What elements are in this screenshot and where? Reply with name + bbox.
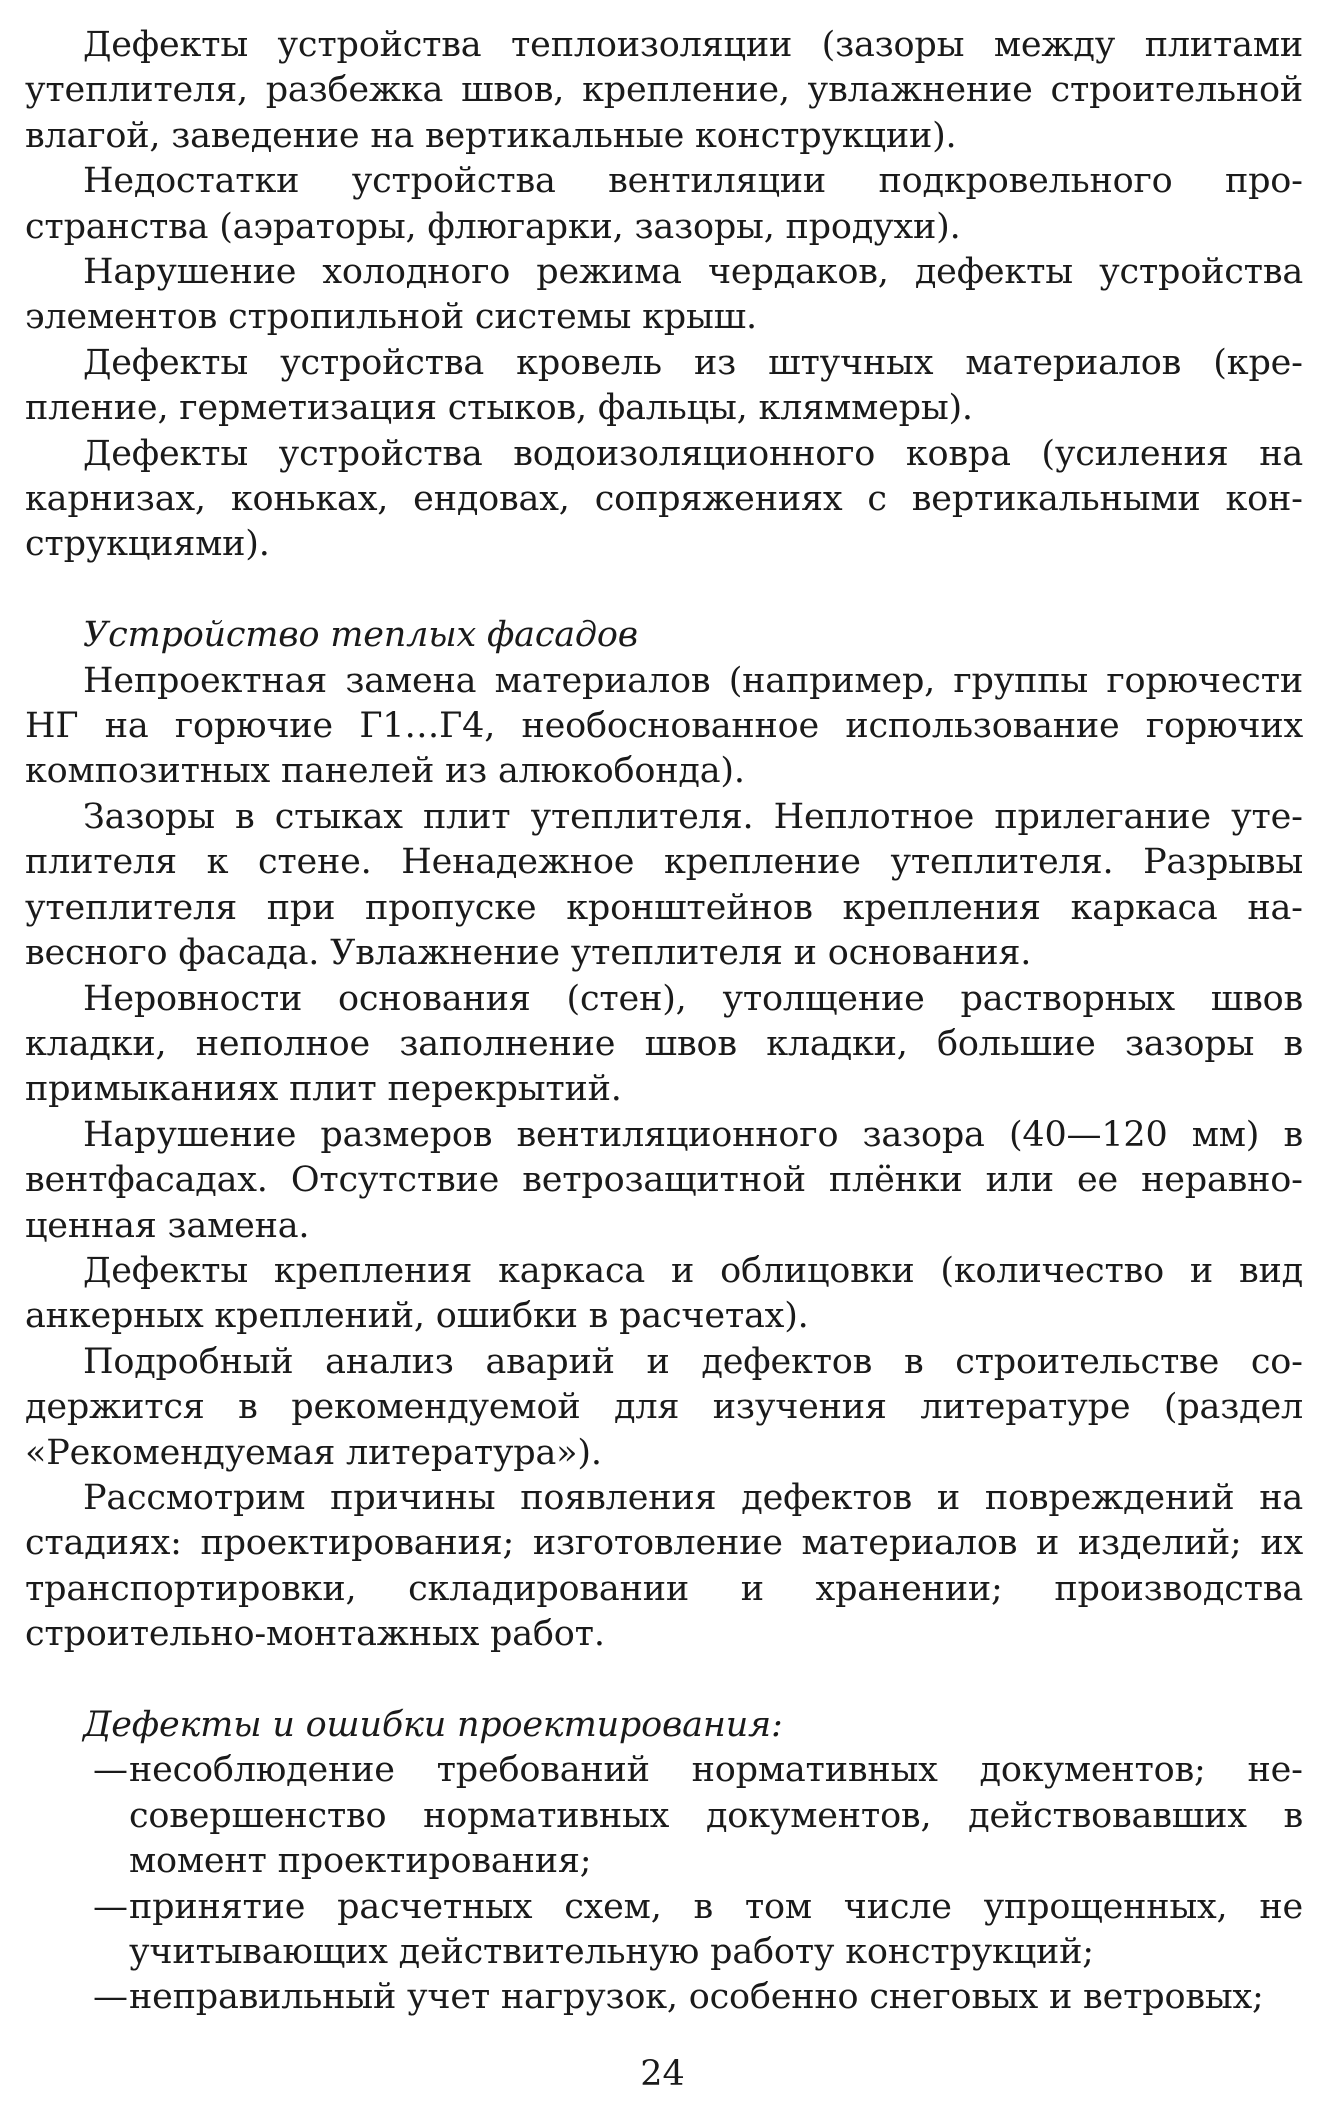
paragraph-attic-defects: Нарушение холодного режима чердаков, дефекты устройства элементов стропильной системы крыш.	[25, 252, 1303, 338]
paragraph-base-irregularities: Неровности основания (стен), утолщение растворных швов кладки, неполное заполнение швов кладки, большие зазоры в примыканиях плит перекрытий.	[25, 978, 1303, 1110]
paragraph-insulation-gaps: Зазоры в стыках плит утеплителя. Неплотное прилегание утеплителя к стене. Ненадежное крепление утеплителя. Разрывы утеплителя при пропуске кронштейнов крепления каркаса навесного фасада. Увлажнение утеплителя и основания.	[25, 796, 1303, 974]
paragraph-material-substitution: Непроектная замена материалов (например, группы горючести НГ на горючие Г1…Г4, необоснованное использование горючих композитных панелей из алюкобонда).	[25, 660, 1303, 792]
list-item	[25, 1975, 1303, 2020]
list-item-text: неправильный учет нагрузок, особенно снеговых и ветровых;	[129, 1977, 1264, 2018]
paragraph-causes-stages: Рассмотрим причины появления дефектов и повреждений на стадиях: проектирования; изготовление материалов и изделий; их транспортировки, складировании и хранении; производства строительно-монтажных работ.	[25, 1477, 1303, 1655]
paragraph-waterproofing-defects: Дефекты устройства водоизоляционного ковра (усиления на карнизах, коньках, ендовах, сопряжениях с вертикальными конструкциями).	[25, 433, 1303, 565]
list-item-text: несоблюдение требований нормативных документов; несовершенство нормативных документов, действовавших в момент проектирования;	[129, 1750, 1303, 1882]
list-item-text: принятие расчетных схем, в том числе упрощенных, не учитывающих действительную работу конструкций;	[129, 1886, 1303, 1973]
paragraph-piece-roofing-defects: Дефекты устройства кровель из штучных материалов (крепление, герметизация стыков, фальцы, кляммеры).	[25, 342, 1303, 429]
design-errors-list	[25, 1748, 1303, 2020]
paragraph-frame-fastening: Дефекты крепления каркаса и облицовки (количество и вид анкерных креплений, ошибки в расчетах).	[25, 1250, 1303, 1337]
paragraph-insulation-defects: Дефекты устройства теплоизоляции (зазоры между плитами утеплителя, разбежка швов, крепление, увлажнение строительной влагой, заведение на вертикальные конструкции).	[25, 25, 1303, 156]
paragraph-literature-reference: Подробный анализ аварий и дефектов в строительстве содержится в рекомендуемой для изучения литературе (раздел «Рекомендуемая литература»).	[25, 1341, 1303, 1473]
page-number: 24	[640, 2054, 685, 2094]
dash-bullet: —	[93, 1886, 128, 1927]
section-heading-design-errors: Дефекты и ошибки проектирования:	[83, 1705, 783, 1745]
paragraph-ventilation-defects: Недостатки устройства вентиляции подкровельного пространства (аэраторы, флюгарки, зазоры, продухи).	[25, 161, 1303, 247]
page-body	[25, 23, 1303, 2021]
list-item	[25, 1885, 1303, 1976]
dash-bullet: —	[93, 1750, 128, 1791]
section-heading-warm-facades: Устройство теплых фасадов	[83, 615, 638, 656]
paragraph-ventilation-gap: Нарушение размеров вентиляционного зазора (40—120 мм) в вентфасадах. Отсутствие ветрозащитной плёнки или ее неравноценная замена.	[25, 1114, 1303, 1246]
dash-bullet: —	[93, 1977, 128, 2018]
list-item	[25, 1748, 1303, 1884]
